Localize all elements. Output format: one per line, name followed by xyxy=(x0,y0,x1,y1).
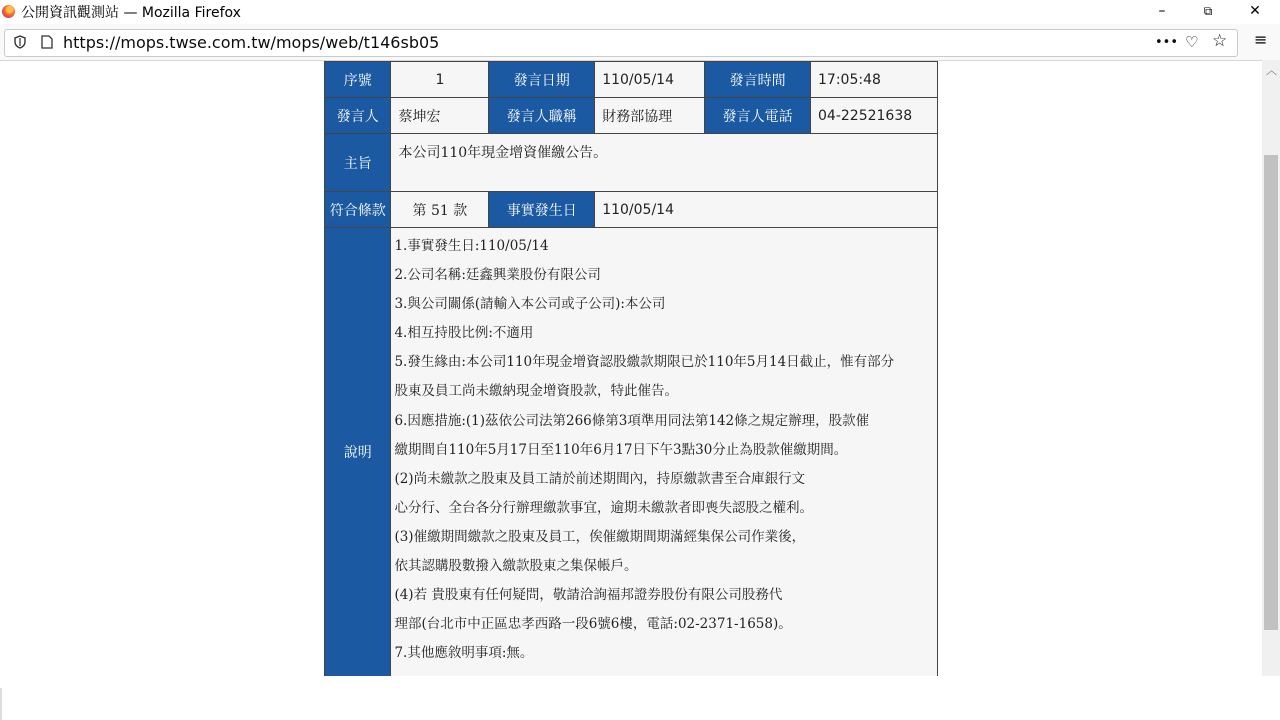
bookmark-star-icon[interactable]: ☆ xyxy=(1212,31,1228,51)
seq-label: 序號 xyxy=(325,62,391,98)
position-label: 發言人職稱 xyxy=(489,98,595,134)
description-body xyxy=(391,228,938,677)
table-row xyxy=(325,192,938,228)
window-title: 公開資訊觀測站 — Mozilla Firefox xyxy=(21,5,241,21)
url-bar[interactable] xyxy=(4,29,1238,57)
description-line: 心分行、全台各分行辦理繳款事宜，逾期未繳款者即喪失認股之權利。 xyxy=(394,499,813,516)
window-edge-divider xyxy=(0,688,2,720)
table-row xyxy=(325,98,938,134)
description-line: 5.發生緣由:本公司110年現金增資認股繳款期限已於110年5月14日截止，惟有部分 xyxy=(394,354,895,371)
table-row xyxy=(325,228,938,677)
status-area xyxy=(0,676,1280,720)
page-actions-icon[interactable]: ••• xyxy=(1155,35,1179,50)
table-row xyxy=(325,62,938,98)
clause-value: 第 51 款 xyxy=(391,192,489,228)
firefox-logo-icon xyxy=(2,5,15,18)
date-label: 發言日期 xyxy=(489,62,595,98)
window-titlebar xyxy=(0,0,1280,24)
scrollbar-thumb[interactable] xyxy=(1264,155,1278,630)
description-line: 依其認購股數撥入繳款股東之集保帳戶。 xyxy=(394,558,638,575)
description-line: 1.事實發生日:110/05/14 xyxy=(394,238,549,254)
description-line: 7.其他應敘明事項:無。 xyxy=(394,645,534,662)
clause-label: 符合條款 xyxy=(325,192,391,228)
description-label: 說明 xyxy=(325,228,391,677)
description-line: 股東及員工尚未繳納現金增資股款，特此催告。 xyxy=(394,383,678,400)
fact-date-value: 110/05/14 xyxy=(595,192,938,228)
date-value: 110/05/14 xyxy=(595,62,705,98)
time-label: 發言時間 xyxy=(705,62,811,98)
speaker-label: 發言人 xyxy=(325,98,391,134)
description-line: (2)尚未繳款之股東及員工請於前述期間內，持原繳款書至合庫銀行文 xyxy=(394,470,806,487)
scroll-up-arrow-icon[interactable]: ︿ xyxy=(1266,64,1277,77)
seq-value: 1 xyxy=(391,62,489,98)
subject-value: 本公司110年現金增資催繳公告。 xyxy=(391,134,938,192)
fact-date-label: 事實發生日 xyxy=(489,192,595,228)
phone-label: 發言人電話 xyxy=(705,98,811,134)
announcement-table xyxy=(324,61,938,676)
url-text[interactable]: https://mops.twse.com.tw/mops/web/t146sb05 xyxy=(63,33,440,52)
speaker-value: 蔡坤宏 xyxy=(391,98,489,134)
description-line: 3.與公司關係(請輸入本公司或子公司):本公司 xyxy=(394,296,666,313)
pocket-icon[interactable]: ♡ xyxy=(1185,33,1199,51)
description-line: 繳期間自110年5月17日至110年6月17日下午3點30分止為股款催繳期間。 xyxy=(394,441,848,458)
page-info-icon[interactable] xyxy=(41,35,53,49)
vertical-scrollbar[interactable] xyxy=(1262,60,1280,676)
hamburger-menu-icon[interactable]: ≡ xyxy=(1254,30,1268,49)
page-content xyxy=(0,61,1262,676)
description-line: 理部(台北市中正區忠孝西路一段6號6樓，電話:02-2371-1658)。 xyxy=(394,616,792,633)
table-row xyxy=(325,134,938,192)
close-button[interactable]: ✕ xyxy=(1249,3,1261,19)
description-line: (4)若 貴股東有任何疑問，敬請洽詢福邦證券股份有限公司股務代 xyxy=(394,587,783,604)
position-value: 財務部協理 xyxy=(595,98,705,134)
subject-label: 主旨 xyxy=(325,134,391,192)
description-line: 4.相互持股比例:不適用 xyxy=(394,325,534,342)
description-line: 6.因應措施:(1)茲依公司法第266條第3項準用同法第142條之規定辦理，股款催 xyxy=(394,412,870,429)
description-line: 2.公司名稱:廷鑫興業股份有限公司 xyxy=(394,267,601,284)
description-line: (3)催繳期間繳款之股東及員工，俟催繳期間期滿經集保公司作業後， xyxy=(394,528,806,545)
minimize-button[interactable]: – xyxy=(1158,3,1166,19)
phone-value: 04-22521638 xyxy=(811,98,938,134)
time-value: 17:05:48 xyxy=(811,62,938,98)
tracking-protection-shield-icon[interactable] xyxy=(14,35,26,49)
restore-button[interactable]: ⧉ xyxy=(1203,4,1213,18)
